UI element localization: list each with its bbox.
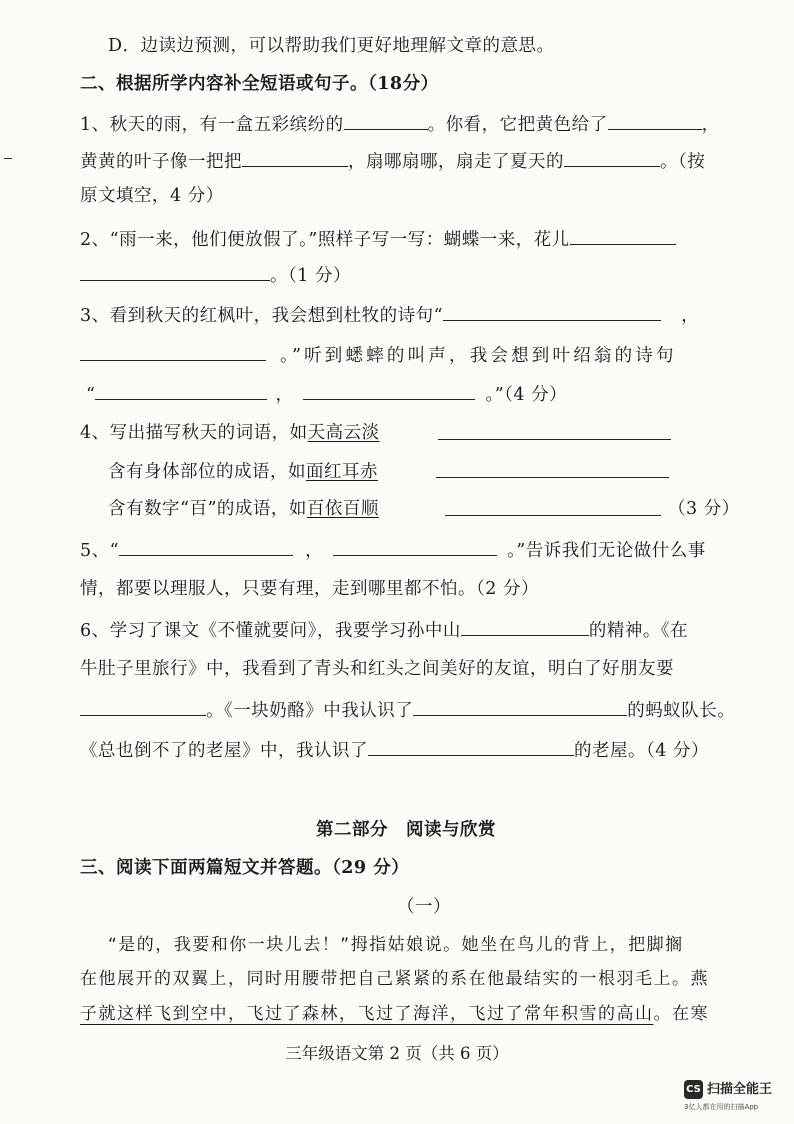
passage-line2: 在他展开的双翼上，同时用腰带把自己紧紧的系在他最结实的一根羽毛上。燕 (80, 969, 709, 989)
passage-line3-tail: 。在寒 (653, 1004, 709, 1024)
underlined-sentence: 子就这样飞到空中，飞过了森林，飞过了海洋，飞过了常年积雪的高山 (80, 1004, 654, 1024)
q5-text-c: 。”告诉我们无论做什么事 (507, 541, 706, 561)
q4-score: （3 分） (668, 499, 740, 519)
q4-line1 (80, 421, 380, 445)
q2-line1 (80, 226, 676, 252)
q4-example-2: 面红耳赤 (306, 462, 378, 482)
part2-heading: 第二部分 阅读与欣赏 (316, 820, 496, 840)
answer-blank[interactable] (242, 148, 348, 167)
q4-example-3: 百依百顺 (306, 499, 379, 519)
answer-blank[interactable] (608, 111, 702, 130)
answer-blank[interactable] (344, 111, 428, 130)
section2-title: 二、根据所学内容补全短语或句子。（18分） (80, 74, 439, 94)
q1-line1 (80, 111, 720, 137)
answer-blank[interactable] (443, 302, 661, 321)
q1-text-b: 。你看，它把黄色给了 (427, 115, 608, 135)
q5-line2: 情，都要以理服人，只要有理，走到哪里都不怕。（2 分） (80, 579, 539, 599)
q6-line2: 牛肚子里旅行》中，我看到了青头和红头之间美好的友谊，明白了好朋友要 (80, 659, 674, 679)
answer-blank[interactable] (445, 497, 661, 516)
section3-title: 三、阅读下面两篇短文并答题。（29 分） (80, 858, 410, 878)
q3-line3 (86, 381, 567, 407)
scanner-watermark (684, 1080, 788, 1116)
q4-line2 (108, 460, 378, 484)
q3-text-e: ， (275, 385, 294, 405)
answer-blank[interactable] (303, 381, 475, 400)
q3-text-f: 。”（4 分） (485, 385, 568, 405)
q1-line3: 原文填空，4 分） (80, 186, 224, 206)
q3-text-d: “ (86, 385, 96, 405)
q5-text-a: 5、“ (80, 541, 120, 561)
q3-text-b: ， (681, 306, 700, 326)
passage-number: （一） (397, 897, 451, 917)
q4-line3 (108, 497, 379, 521)
q1-line2 (80, 148, 705, 174)
answer-blank[interactable] (461, 617, 589, 636)
q4-example-1: 天高云淡 (307, 423, 380, 443)
answer-blank[interactable] (438, 421, 671, 440)
answer-blank[interactable] (368, 737, 574, 756)
camscanner-logo-icon: CS (684, 1080, 703, 1099)
answer-blank[interactable] (564, 148, 660, 167)
watermark-tagline: 3亿人都在用的扫描App (684, 1103, 759, 1111)
q2-text-a: 2、“雨一来，他们便放假了。”照样子写一写：蝴蝶一来，花儿 (80, 230, 570, 250)
q1-text-a: 1、秋天的雨，有一盒五彩缤纷的 (80, 115, 344, 135)
q5-text-b: ， (305, 541, 324, 561)
q6-line1 (80, 617, 688, 643)
passage-line3 (80, 1002, 709, 1026)
page-footer: 三年级语文第 2 页（共 6 页） (285, 1044, 509, 1063)
answer-blank[interactable] (333, 537, 497, 556)
q3-line2 (80, 342, 677, 368)
q5-line1 (80, 537, 706, 563)
answer-blank[interactable] (413, 697, 627, 716)
answer-blank[interactable] (436, 459, 669, 478)
answer-blank[interactable] (80, 262, 270, 281)
q2-text-b: 。（1 分） (270, 266, 351, 286)
q6-line3 (80, 697, 735, 723)
answer-blank[interactable] (80, 697, 206, 716)
q6-text-e: 《总也倒不了的老屋》中，我认识了 (80, 741, 368, 761)
q6-text-d: 的蚂蚁队长。 (627, 701, 736, 721)
q4-prefix-1: 4、写出描写秋天的词语，如 (80, 423, 308, 443)
margin-mark (4, 158, 12, 159)
q1-text-f: 。（按 (660, 152, 706, 172)
answer-blank[interactable] (95, 381, 267, 400)
q6-text-b: 的精神。《在 (588, 621, 689, 641)
q4-prefix-3: 含有数字“百”的成语，如 (108, 499, 307, 519)
q6-text-c: 。《一块奶酪》中我认识了 (206, 701, 414, 721)
q1-text-e: ，扇哪扇哪，扇走了夏天的 (348, 152, 564, 172)
answer-blank[interactable] (119, 537, 293, 556)
q6-text-f: 的老屋。（4 分） (574, 741, 709, 761)
q2-line2 (80, 262, 351, 288)
q1-text-c: ， (701, 115, 720, 135)
q6-text-a: 6、学习了课文《不懂就要问》，我要学习孙中山 (80, 621, 461, 641)
q6-line4 (80, 737, 709, 763)
q3-text-a: 3、看到秋天的红枫叶，我会想到杜牧的诗句“ (80, 306, 444, 326)
watermark-brand: 扫描全能王 (707, 1082, 773, 1097)
passage-line1: “是的，我要和你一块儿去！”拇指姑娘说。她坐在鸟儿的背上，把脚搁 (108, 935, 684, 955)
q3-line1 (80, 302, 699, 328)
q1-text-d: 黄黄的叶子像一把把 (80, 152, 242, 172)
answer-blank[interactable] (570, 226, 676, 245)
answer-blank[interactable] (80, 342, 266, 361)
q3-text-c: 。”听到蟋蟀的叫声，我会想到叶绍翁的诗句 (280, 346, 677, 366)
option-d: D．边读边预测，可以帮助我们更好地理解文章的意思。 (108, 36, 555, 56)
q4-prefix-2: 含有身体部位的成语，如 (108, 462, 306, 482)
